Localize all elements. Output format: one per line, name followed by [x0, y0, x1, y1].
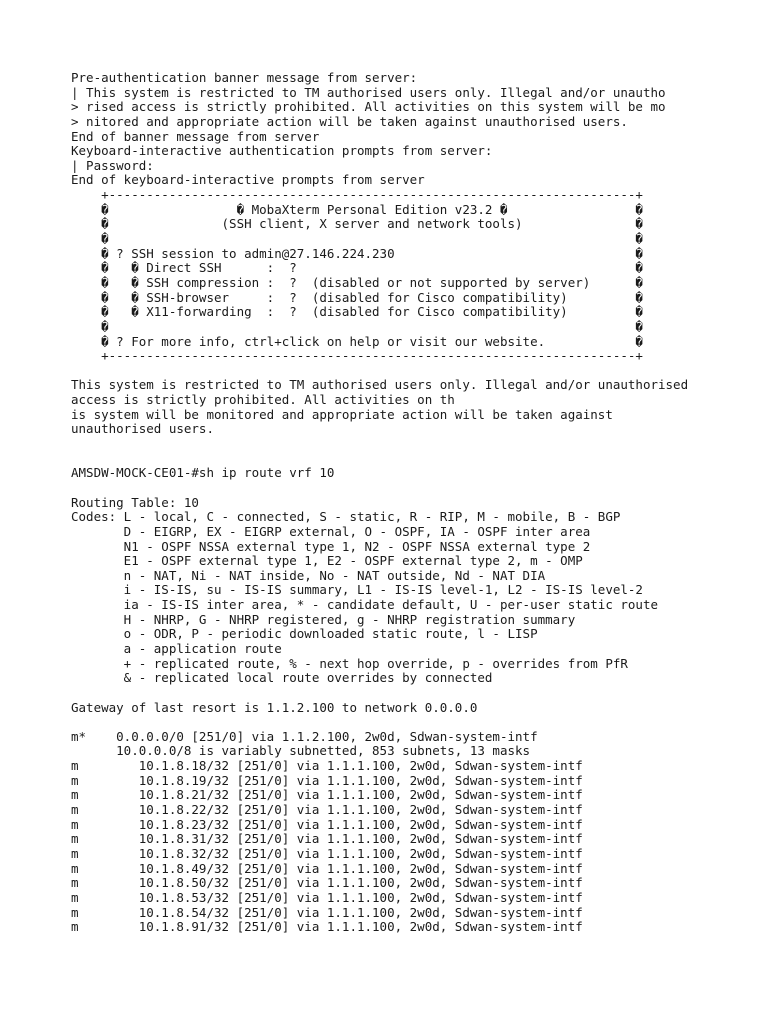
terminal-line: i - IS-IS, su - IS-IS summary, L1 - IS-IS level-1, L2 - IS-IS level-2	[71, 582, 643, 598]
terminal-line: Routing Table: 10	[71, 494, 199, 510]
terminal-line: � �	[71, 231, 643, 247]
terminal-line: > nitored and appropriate action will be taken against unauthorised users.	[71, 113, 628, 129]
terminal-line: +----------------------------------------------------------------------+	[71, 348, 643, 364]
terminal-line: E1 - OSPF external type 1, E2 - OSPF external type 2, m - OMP	[71, 553, 583, 569]
terminal-line: � � X11-forwarding : ? (disabled for Cisco compatibility) �	[71, 304, 643, 320]
terminal-line: +----------------------------------------------------------------------+	[71, 187, 643, 203]
terminal-line: � ? SSH session to admin@27.146.224.230 �	[71, 245, 643, 261]
terminal-line: m 10.1.8.31/32 [251/0] via 1.1.1.100, 2w0d, Sdwan-system-intf	[71, 831, 583, 847]
terminal-line: � � SSH compression : ? (disabled or not supported by server) �	[71, 274, 643, 290]
terminal-line: unauthorised users.	[71, 421, 214, 437]
terminal-line: | Password:	[71, 157, 154, 173]
terminal-line: � � Direct SSH : ? �	[71, 260, 643, 276]
terminal-line: m 10.1.8.50/32 [251/0] via 1.1.1.100, 2w0d, Sdwan-system-intf	[71, 875, 583, 891]
terminal-line: m 10.1.8.18/32 [251/0] via 1.1.1.100, 2w0d, Sdwan-system-intf	[71, 758, 583, 774]
terminal-line: ia - IS-IS inter area, * - candidate default, U - per-user static route	[71, 597, 658, 613]
terminal-line: End of banner message from server	[71, 128, 320, 144]
terminal-line	[71, 437, 688, 452]
terminal-line: a - application route	[71, 640, 282, 656]
terminal-line: m 10.1.8.23/32 [251/0] via 1.1.1.100, 2w0d, Sdwan-system-intf	[71, 816, 583, 832]
terminal-line: > rised access is strictly prohibited. All activities on this system will be mo	[71, 99, 666, 115]
terminal-line	[71, 686, 688, 701]
terminal-line: D - EIGRP, EX - EIGRP external, O - OSPF, IA - OSPF inter area	[71, 523, 591, 539]
terminal-line: Keyboard-interactive authentication prompts from server:	[71, 143, 493, 159]
terminal-line: m 10.1.8.91/32 [251/0] via 1.1.1.100, 2w0d, Sdwan-system-intf	[71, 919, 583, 935]
terminal-line: This system is restricted to TM authorised users only. Illegal and/or unauthorised	[71, 377, 689, 393]
terminal-line: Codes: L - local, C - connected, S - static, R - RIP, M - mobile, B - BGP	[71, 509, 621, 525]
terminal-line	[71, 452, 688, 467]
terminal-line: Pre-authentication banner message from server:	[71, 70, 418, 85]
terminal-line: � � MobaXterm Personal Edition v23.2 � �	[71, 201, 643, 217]
terminal-line: m 10.1.8.19/32 [251/0] via 1.1.1.100, 2w0d, Sdwan-system-intf	[71, 772, 583, 788]
terminal-line: N1 - OSPF NSSA external type 1, N2 - OSPF NSSA external type 2	[71, 538, 591, 554]
terminal-line: m 10.1.8.54/32 [251/0] via 1.1.1.100, 2w0d, Sdwan-system-intf	[71, 904, 583, 920]
terminal-line: access is strictly prohibited. All activities on th	[71, 392, 455, 408]
terminal-line: Gateway of last resort is 1.1.2.100 to network 0.0.0.0	[71, 699, 478, 715]
terminal-line: m* 0.0.0.0/0 [251/0] via 1.1.2.100, 2w0d, Sdwan-system-intf	[71, 728, 538, 744]
terminal-line: o - ODR, P - periodic downloaded static route, l - LISP	[71, 626, 538, 642]
terminal-line: m 10.1.8.53/32 [251/0] via 1.1.1.100, 2w0d, Sdwan-system-intf	[71, 889, 583, 905]
terminal-line	[71, 715, 688, 730]
terminal-line	[71, 364, 688, 379]
terminal-line: � �	[71, 318, 643, 334]
terminal-line: is system will be monitored and appropriate action will be taken against	[71, 406, 613, 422]
terminal-line: m 10.1.8.32/32 [251/0] via 1.1.1.100, 2w0d, Sdwan-system-intf	[71, 845, 583, 861]
terminal-line: | This system is restricted to TM authorised users only. Illegal and/or unautho	[71, 84, 666, 100]
terminal-line: � ? For more info, ctrl+click on help or visit our website. �	[71, 333, 643, 349]
terminal-line: n - NAT, Ni - NAT inside, No - NAT outside, Nd - NAT DIA	[71, 567, 546, 583]
terminal-line: m 10.1.8.21/32 [251/0] via 1.1.1.100, 2w0d, Sdwan-system-intf	[71, 787, 583, 803]
terminal-line: H - NHRP, G - NHRP registered, g - NHRP registration summary	[71, 611, 576, 627]
terminal-line	[71, 481, 688, 496]
terminal-line: � � SSH-browser : ? (disabled for Cisco compatibility) �	[71, 289, 643, 305]
terminal-line: End of keyboard-interactive prompts from server	[71, 172, 425, 188]
terminal-line: m 10.1.8.22/32 [251/0] via 1.1.1.100, 2w0d, Sdwan-system-intf	[71, 802, 583, 818]
terminal-line: & - replicated local route overrides by connected	[71, 670, 493, 686]
terminal-line: AMSDW-MOCK-CE01-#sh ip route vrf 10	[71, 465, 335, 481]
terminal-line: � (SSH client, X server and network tools) �	[71, 216, 643, 232]
terminal-line: + - replicated route, % - next hop override, p - overrides from PfR	[71, 655, 628, 671]
terminal-line: m 10.1.8.49/32 [251/0] via 1.1.1.100, 2w0d, Sdwan-system-intf	[71, 860, 583, 876]
terminal-line: 10.0.0.0/8 is variably subnetted, 853 subnets, 13 masks	[71, 743, 531, 759]
terminal-output	[71, 71, 688, 935]
